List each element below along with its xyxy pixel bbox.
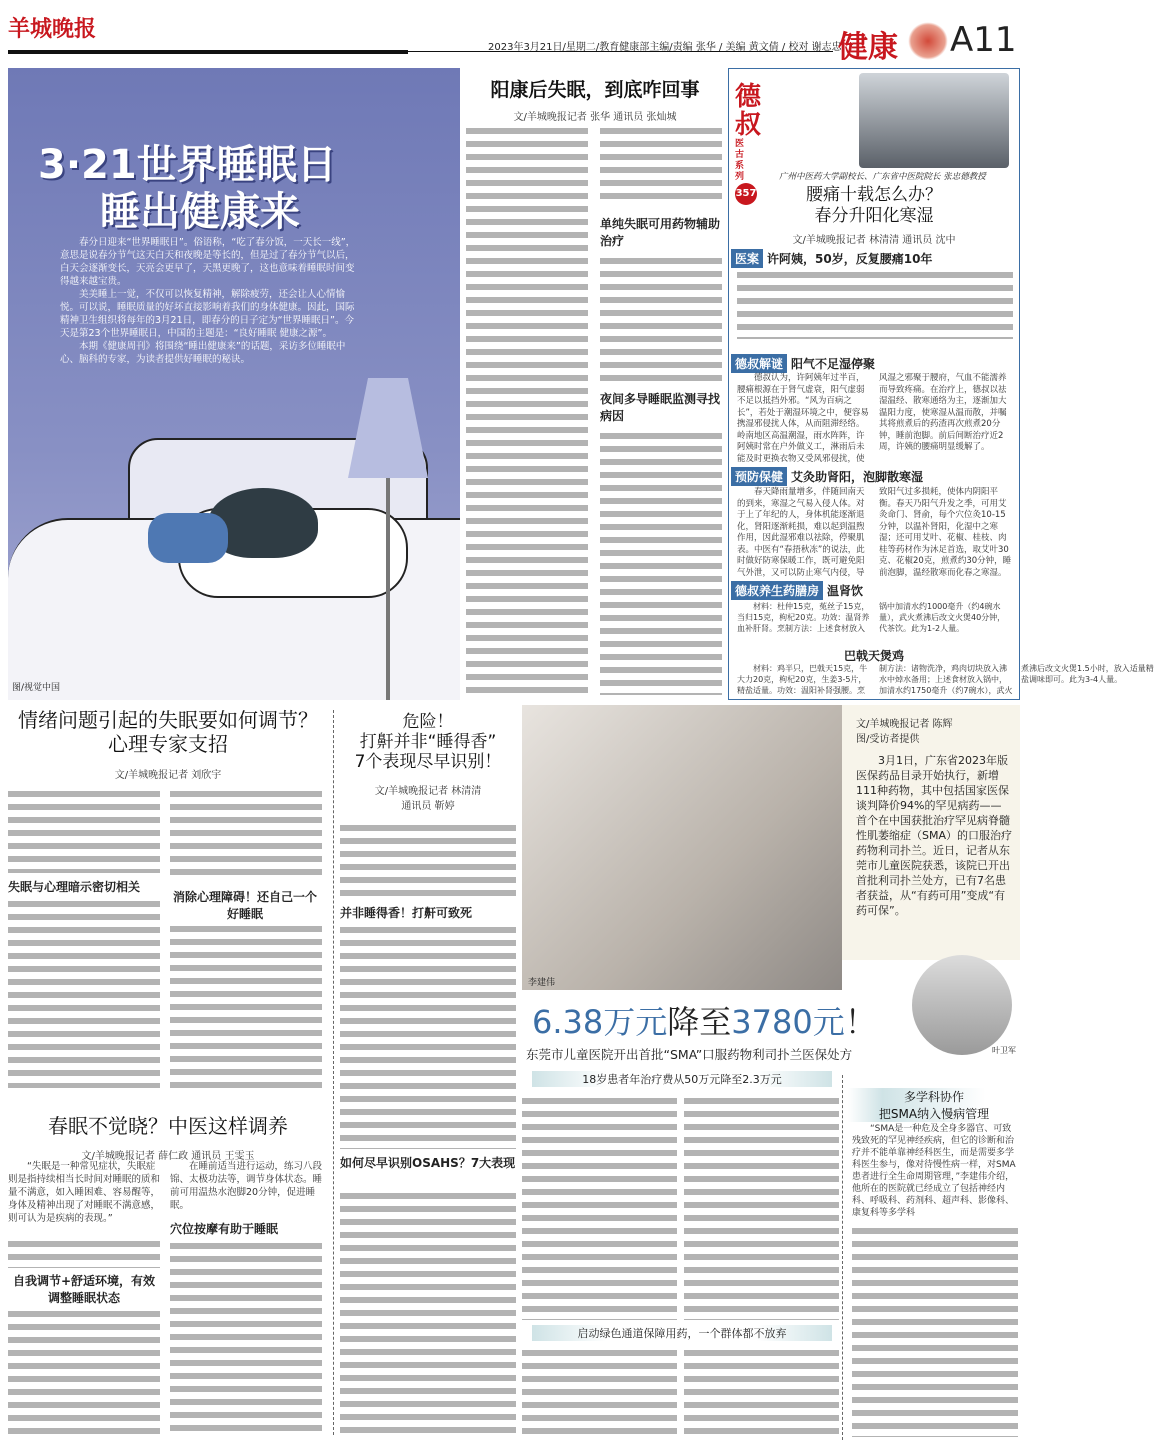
photo-caption: 李建伟 — [528, 978, 556, 988]
lead-text: 3月1日，广东省2023年版医保药品目录开始执行，新增111种药物，其中包括国家医保谈判降价94%的罕见病药——首个在中国获批治疗罕见病脊髓性肌萎缩症（SMA）的口服治疗药物利司扑兰。近日，记者从东莞市儿童医院获悉，该院已开出首批利司扑兰处方，已有7名患者获益，从“有药可用”变成“有药可保”。 — [856, 754, 1012, 917]
body-text — [737, 269, 1013, 339]
headline: 6.38万元降至3780元！ — [532, 1003, 877, 1041]
byline: 文/羊城晚报记者 张华 通讯员 张灿城 — [513, 112, 677, 123]
column-divider — [842, 1075, 843, 1440]
section-name: 健康 — [838, 30, 898, 65]
hero-panel — [8, 68, 460, 700]
doctor-caption: 广州中医药大学副校长、广东省中医院院长 张忠德教授 — [779, 172, 986, 182]
body-text — [600, 255, 722, 385]
body-text — [522, 1347, 677, 1437]
section-baojian: 预防保健 艾灸助肾阳，泡脚散寒湿 — [731, 467, 923, 486]
section-yian: 医案 许阿姨，50岁，反复腰痛10年 — [731, 249, 932, 268]
hero-title: 3·21世界睡眠日 — [38, 142, 337, 188]
page-number: A11 — [950, 20, 1017, 60]
body-text — [852, 1225, 1018, 1437]
section-yaoshan: 德叔养生药膳房 温肾饮 — [731, 581, 863, 600]
side-text: “SMA是一种危及全身多器官、可致残致死的罕见神经疾病，但它的诊断和治疗并不能单靠神经科医生，而是需要多学科医生参与，像对待慢性病一样，对SMA患者进行全生命周期管理，”李建伟介绍，他所在的医院就已经成立了包括神经内科、呼吸科、药剂科、超声科、影像科、康复科等多学科 — [852, 1124, 1016, 1218]
doctor-photo — [522, 705, 842, 990]
subhead: 夜间多导睡眠监测寻找病因 — [600, 392, 721, 423]
portrait-caption: 叶卫军 — [992, 1046, 1016, 1055]
subhead: 并非睡得香！打鼾可致死 — [340, 906, 473, 920]
subhead-banner: 18岁患者年治疗费从50万元降至2.3万元 — [532, 1071, 832, 1087]
body-text — [170, 788, 322, 878]
article-title: 情绪问题引起的失眠要如何调节？ 心理专家支招 — [18, 708, 318, 756]
photo-credit: 图/视觉中国 — [12, 683, 61, 693]
body-text: 在睡前适当进行运动，练习八段锦、太极功法等，调节身体状态。睡前可用温热水泡脚20分钟，促进睡眠。 — [170, 1161, 323, 1211]
article-emotion-insomnia — [8, 708, 328, 1088]
subhead: 如何尽早识别OSAHS？7大表现 — [340, 1156, 516, 1170]
body-text — [8, 898, 160, 1088]
hero-subtitle: 睡出健康来 — [100, 189, 300, 235]
woman-arm — [148, 513, 228, 563]
recipe-title: 巴戟天煲鸡 — [843, 649, 904, 663]
lamp — [348, 378, 428, 478]
dexu-title: 腰痛十载怎么办？ 春分升阳化寒湿 — [806, 185, 942, 226]
flower-decoration — [908, 22, 948, 60]
dexu-column — [728, 68, 1154, 700]
article-sma — [522, 705, 1020, 1440]
side-title: 多学科协作 把SMA纳入慢病管理 — [848, 1088, 1020, 1122]
body-text — [684, 1095, 839, 1320]
subhead: 单纯失眠可用药物辅助治疗 — [600, 217, 721, 248]
header-rule — [8, 50, 408, 54]
recipe-text: 材料：杜仲15克，菟丝子15克，当归15克，枸杞20克。功效：温肾养血补肝肾。烹制方法：上述食材放入锅中加清水约1000毫升（约4碗水量），武火煮沸后改文火煲40分钟，代茶饮。此为1-2人量。 — [737, 602, 1006, 633]
article-title: 阳康后失眠，到底咋回事 — [490, 79, 700, 101]
lamp-pole — [386, 478, 390, 700]
column-divider — [333, 710, 334, 1435]
masthead — [8, 0, 1018, 65]
article-title: 危险！ 打鼾并非“睡得香” 7个表现尽早识别！ — [354, 712, 502, 772]
subhead: 穴位按摩有助于睡眠 — [170, 1222, 279, 1236]
body-text — [340, 1190, 516, 1435]
body-text — [170, 1240, 322, 1438]
byline: 文/羊城晚报记者 林清清 通讯员 靳婷 — [374, 786, 482, 812]
body-text — [8, 788, 160, 873]
doctor-photo — [859, 73, 1009, 168]
issue-info: 2023年3月21日/星期二/教育健康部主编/责编 张华 / 美编 黄文倩 / 校对 谢志忠 — [488, 42, 842, 53]
byline: 文/羊城晚报记者 刘欣宇 — [114, 770, 222, 781]
body-text — [600, 430, 722, 695]
portrait — [912, 955, 1012, 1055]
body-text — [600, 125, 722, 205]
section-jiemi: 德叔解谜 阳气不足湿停聚 — [731, 354, 875, 373]
body-text: “失眠是一种常见症状，失眠症则是指持续相当长时间对睡眠的质和量不满意，如入睡困难、容易醒等，身体及精神出现了对睡眠不满意感，则可认为是疾病的表现。” — [8, 1161, 161, 1224]
body-text — [8, 1238, 160, 1268]
logo: 羊城晚报 — [8, 16, 97, 42]
subhead: 自我调节+舒适环境，有效调整睡眠状态 — [12, 1274, 156, 1305]
body-text: 春天降雨量增多，伴随回南天的到来，寒湿之气易入侵人体。对于上了年纪的人，身体机能逐渐退化，肾阳逐渐耗损，难以起到温煦作用，因此湿邪难以祛除，停聚肌表。中医有“春捂秋冻”的说法，此时做好防寒保暖工作，既可避免阳气外泄，又可以防止寒气内侵，导致阳气过多损耗，使体内阴阳平衡。春天乃阳气升发之季，可用艾灸命门、肾俞，每个穴位灸10-15分钟，以温补肾阳，化湿中之寒湿；还可用艾叶、花椒、桂枝、肉桂等药材作为沐足首选，取艾叶30克、花椒20克，煎煮约30分钟，睡前泡脚，温经散寒而化春之寒湿。 — [737, 487, 1012, 578]
article-snoring — [338, 712, 518, 1437]
lead-panel: 文/羊城晚报记者 陈辉 图/受访者提供 3月1日，广东省2023年版医保药品目录开始执行，新增111种药物，其中包括国家医保谈判降价94%的罕见病药——首个在中国获批治疗罕见病脊髓性肌萎缩症（SMA）的口服治疗药物利司扑兰。近日，记者从东莞市儿童医院获悉，该院已开出首批利司扑兰处方，已有7名患者获益，从“有药可用”变成“有药可保”。 — [842, 705, 1020, 960]
body-text — [170, 923, 322, 1088]
article-spring-sleep — [8, 1110, 328, 1440]
body-text — [684, 1347, 839, 1437]
hero-intro: 春分日迎来“世界睡眠日”。俗语称，“吃了春分饭，一天长一线”，意思是说春分节气这天白天和夜晚是等长的，但是过了春分节气以后，白天会逐渐变长，天亮会更早了，天黑更晚了，这也意味着睡眠时间变得越来越宝贵。 美美睡上一觉，不仅可以恢复精神，解除疲劳，还会让人心情愉悦。可以说，睡眠质量的好坏直接影响着我们的身体健康。因此，国际精神卫生组织将每年的3月21日，即春分的日子定为“世界睡眠日”。今天是第23个世界睡眠日，中国的主题是：“良好睡眠 健康之源”。 本期《健康周刊》将围绕“睡出健康来”的话题，采访多位睡眠中心、脑科的专家，为读者提供好睡眠的秘诀。 — [60, 237, 356, 365]
byline: 文/羊城晚报记者 薛仁政 通讯员 王雯玉 — [81, 1151, 255, 1162]
recipe-text: 材料：鸡半只，巴戟天15克，牛大力20克，枸杞20克，生姜3-5片，精盐适量。功效：温阳补肾强腰。烹制方法：诸物洗净，鸡肉切块放入沸水中焯水备用；上述食材放入锅中，加清水约1750毫升（约7碗水），武火煮沸后改文火煲1.5小时，放入适量精盐调味即可。此为3-4人量。 — [737, 664, 1154, 695]
subhead: 失眠与心理暗示密切相关 — [8, 880, 141, 894]
subhead-banner: 启动绿色通道保障用药，一个群体都不放弃 — [532, 1325, 832, 1341]
body-text — [522, 1095, 677, 1320]
dexu-brand: 德叔 医古系列 357 — [735, 83, 775, 205]
article-title: 春眠不觉晓？中医这样调养 — [48, 1114, 288, 1138]
body-text: 德叔认为，许阿姨年过半百，腰痛根源在于肾气虚衰，阳气虚弱不足以抵挡外邪。“风为百病之长”，若处于潮湿环境之中，便容易携湿邪侵扰人体，从而阻滞经络。岭南地区高温潮湿，雨水阵阵，许阿姨时常在户外做义工，淋雨后未能及时更换衣物又受风邪侵扰，使风湿之邪聚于腰府，气血不能濡养而导致疼痛。在治疗上，德叔以祛湿温经、散寒通络为主，逐渐加大温阳力度，使寒湿从温而散，并嘱其将煎煮后的药渣再次煎煮20分钟，睡前泡脚。前后间断治疗近2周，许姨的腰痛明显缓解了。 — [737, 373, 1007, 464]
body-text — [340, 822, 516, 897]
body-text — [340, 924, 516, 1149]
sleeping-illustration — [8, 418, 460, 700]
subheadline: 东莞市儿童医院开出首批“SMA”口服药物利司扑兰医保处方 — [526, 1047, 853, 1062]
subhead: 消除心理障碍！还自己一个好睡眠 — [172, 890, 317, 921]
body-text — [8, 1308, 160, 1438]
byline: 文/羊城晚报记者 林清清 通讯员 沈中 — [792, 235, 956, 246]
article-yangkang — [466, 75, 724, 700]
body-text — [466, 125, 588, 695]
